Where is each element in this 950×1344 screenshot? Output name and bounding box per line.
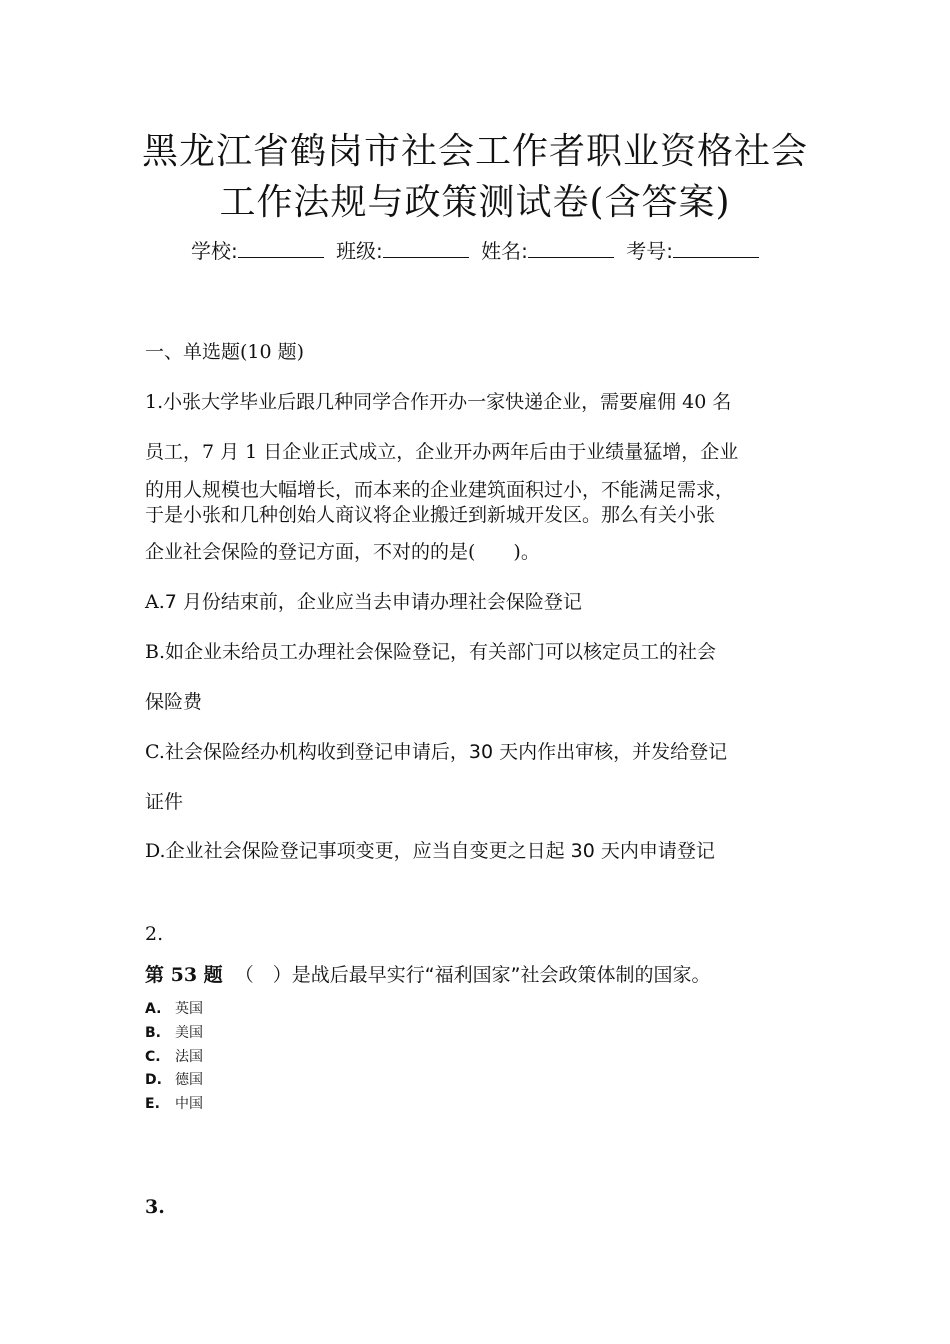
school-field	[191, 239, 324, 263]
exam-number-label: 考号:	[626, 239, 674, 263]
class-field	[336, 239, 469, 263]
option-key: B.	[145, 1025, 161, 1041]
option-key: E.	[145, 1096, 160, 1112]
option-text: 如企业未给员工办理社会保险登记，有关部门可以核定员工的社会	[165, 641, 717, 663]
option-key: B.	[145, 641, 166, 663]
name-label: 姓名:	[481, 239, 528, 263]
option-key: C.	[145, 741, 165, 763]
question-2-option-c	[145, 1046, 203, 1066]
section-heading: 一、单选题(10 题)	[145, 341, 305, 363]
class-blank	[383, 239, 469, 258]
option-text: 英国	[175, 1001, 203, 1017]
question-2-option-a	[145, 998, 203, 1018]
option-key: D.	[145, 1072, 162, 1088]
question-1-option-b	[145, 637, 716, 664]
question-1-option-d	[145, 836, 715, 863]
option-text: 中国	[175, 1096, 203, 1112]
name-blank	[528, 239, 614, 258]
question-1-line-2: 员工，7 月 1 日企业正式成立，企业开办两年后由于业绩量猛增，企业	[145, 441, 739, 463]
question-2-label: 第 53 题	[145, 964, 223, 986]
option-key: D.	[145, 840, 166, 862]
class-label: 班级:	[336, 239, 383, 263]
page-title-line-1: 黑龙江省鹤岗市社会工作者职业资格社会	[141, 131, 808, 172]
question-1-option-a	[145, 587, 582, 614]
name-field	[481, 239, 614, 263]
option-text: 德国	[175, 1072, 203, 1088]
option-key: A.	[145, 1001, 162, 1017]
option-key: A.	[145, 591, 165, 613]
school-blank	[238, 239, 324, 258]
exam-number-blank	[673, 239, 759, 258]
option-text: 法国	[175, 1049, 203, 1065]
question-1-line-5: 企业社会保险的登记方面，不对的的是( )。	[145, 541, 540, 563]
exam-number-field	[626, 239, 759, 263]
option-text: 美国	[175, 1025, 203, 1041]
question-1-option-c	[145, 737, 727, 764]
student-info-line	[0, 235, 950, 264]
question-3-number: 3.	[145, 1196, 165, 1218]
question-2-stem	[145, 960, 710, 987]
question-2-text: （ ）是战后最早实行“福利国家”社会政策体制的国家。	[234, 964, 711, 986]
school-label: 学校:	[190, 239, 238, 263]
question-2-option-d	[145, 1069, 203, 1089]
question-1-option-b-continued: 保险费	[145, 691, 203, 713]
question-2-option-e	[145, 1093, 203, 1113]
option-text: 社会保险经办机构收到登记申请后，30 天内作出审核，并发给登记	[164, 741, 728, 763]
question-1-line-1: 1.小张大学毕业后跟几种同学合作开办一家快递企业，需要雇佣 40 名	[145, 391, 732, 413]
page-title-line-2: 工作法规与政策测试卷(含答案)	[219, 182, 731, 223]
question-2-number: 2.	[145, 923, 164, 945]
option-text: 7 月份结束前，企业应当去申请办理社会保险登记	[164, 591, 582, 613]
question-1-option-c-continued: 证件	[145, 791, 184, 813]
option-text: 企业社会保险登记事项变更，应当自变更之日起 30 天内申请登记	[165, 840, 715, 862]
question-1-line-4: 于是小张和几种创始人商议将企业搬迁到新城开发区。那么有关小张	[145, 504, 716, 526]
question-1-line-3: 的用人规模也大幅增长，而本来的企业建筑面积过小，不能满足需求，	[145, 479, 735, 501]
question-2-option-b	[145, 1022, 203, 1042]
option-key: C.	[145, 1049, 161, 1065]
